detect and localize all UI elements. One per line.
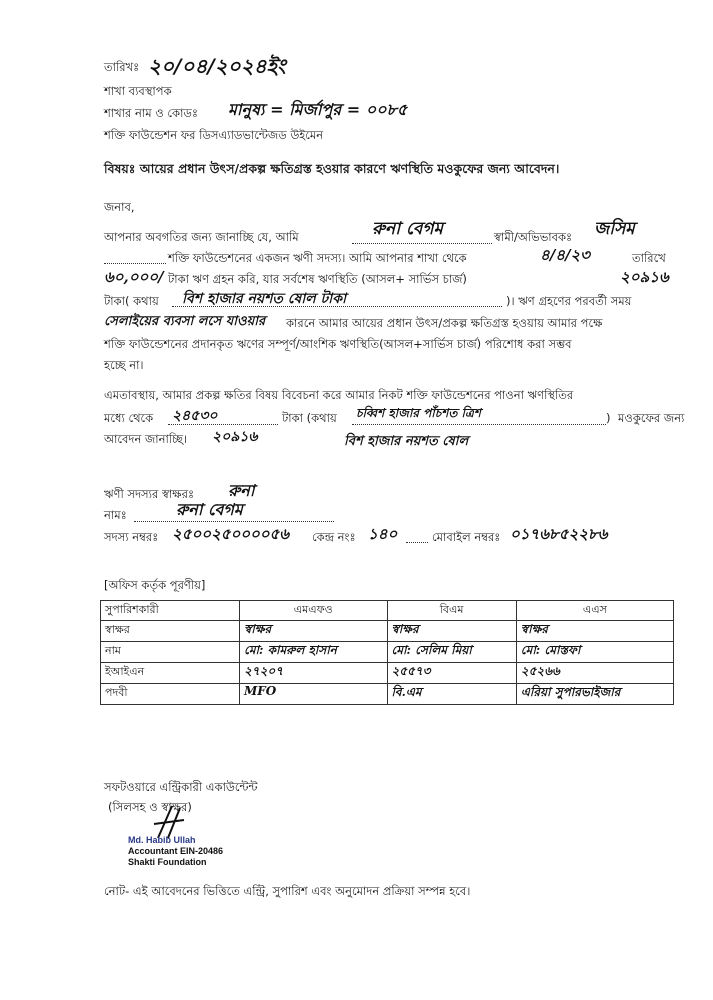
guardian-hw: জসিম [594, 219, 635, 239]
loan-amount-hw: ৬০,০০০/ [104, 268, 164, 286]
signature-cell [387, 621, 516, 642]
para2-text-6: আবেদন জানাচ্ছি। [104, 432, 188, 446]
signature-cell [240, 621, 388, 642]
col-header-bm: বিএম [387, 601, 516, 621]
mfo-designation: MFO [244, 684, 277, 698]
office-heading: [অফিস কর্তৃক পূরণীয়] [104, 578, 206, 592]
fill-line [104, 263, 166, 264]
para1-text-8: কারনে আমার আয়ের প্রধান উৎস/প্রকল্প ক্ষতিগ্রস্ত হওয়ায় আমার পক্ষে [286, 316, 603, 330]
addressee-branch-manager: শাখা ব্যবস্থাপক [104, 84, 172, 98]
as-signature: স্বাক্ষর [520, 622, 548, 636]
table-cell [516, 642, 673, 663]
mfo-signature: স্বাক্ষর [244, 622, 272, 636]
bm-designation: বি.এম [391, 685, 422, 699]
member-no-label: সদস্য নম্বরঃ [104, 530, 159, 544]
member-signature-label: ঋণী সদস্যর স্বাক্ষরঃ [104, 487, 195, 501]
member-name-hw: রুনা বেগম [176, 500, 243, 519]
as-name: মো: মোস্তফা [520, 643, 581, 657]
stamp-designation: Accountant EIN-20486 [128, 846, 224, 856]
branch-value: মানুষ্য = মির্জাপুর = ০০৮৫ [228, 100, 408, 119]
signature-cell [516, 621, 673, 642]
table-cell [240, 684, 388, 705]
para1-text-3: শক্তি ফাউন্ডেশনের একজন ঋণী সদস্য। আমি আপনার শাখা থেকে [168, 251, 467, 265]
amount2-hw: ২০৯১৬ [212, 429, 258, 445]
mfo-ein: ২৭২০৭ [244, 664, 284, 678]
table-row [101, 684, 674, 705]
waive-words-hw-2: বিশ হাজার নয়শত ষোল [344, 434, 469, 449]
fill-line [352, 424, 606, 425]
waive-words-hw-1: চব্বিশ হাজার পাঁচশত ত্রিশ [356, 406, 481, 420]
loan-date-hw: ৪/৪/২৩ [540, 246, 590, 264]
table-cell [387, 663, 516, 684]
table-cell [516, 663, 673, 684]
table-row [101, 642, 674, 663]
table-cell [240, 642, 388, 663]
para1-text-9: শক্তি ফাউন্ডেশনের প্রদানকৃত ঋণের সম্পূর্ণ/আংশিক ঋণস্থিতি(আসল+সার্ভিস চার্জ) পরিশোধ করা সম্ভব [104, 337, 572, 351]
accountant-stamp [128, 835, 223, 868]
center-hw: ১৪০ [368, 525, 398, 543]
balance-words-hw: বিশ হাজার নয়শত ষোল টাকা [182, 291, 347, 307]
stamp-name: Md. Habib Ullah [128, 835, 196, 845]
table-row [101, 621, 674, 642]
accountant-title: সফটওয়ারে এন্ট্রিকারী একাউন্টেন্ট [104, 780, 258, 794]
row-label: নাম [101, 642, 240, 663]
member-name-label: নামঃ [104, 508, 127, 522]
bm-signature: স্বাক্ষর [391, 622, 419, 636]
footer-note: নোট- এই আবেদনের ভিত্তিতে এন্ট্রি, সুপারিশ এবং অনুমোদন প্রক্রিয়া সম্পন্ন হবে। [104, 884, 471, 898]
row-label: স্বাক্ষর [101, 621, 240, 642]
table-cell [387, 642, 516, 663]
col-header-as: এএস [516, 601, 673, 621]
table-row [101, 663, 674, 684]
para2-text-4: ) [606, 411, 611, 425]
mobile-label: মোবাইল নম্বরঃ [432, 530, 501, 544]
para2-text-1: এমতাবস্থায়, আমার প্রকল্প ক্ষতির বিষয় বিবেচনা করে আমার নিকট শক্তি ফাউন্ডেশনের পাওনা ঋণস্থিতির [104, 388, 574, 402]
fill-line [134, 521, 334, 522]
subject-line: বিষয়ঃ আয়ের প্রধান উৎস/প্রকল্প ক্ষতিগ্রস্ত হওয়ার কারণে ঋণস্থিতি মওকুফের জন্য আবেদন। [104, 161, 560, 176]
center-label: কেন্দ্র নংঃ [312, 530, 356, 544]
para1-text-6: টাকা( কথায় [104, 294, 159, 308]
office-table [100, 600, 674, 705]
fill-line [352, 243, 492, 244]
table-cell [516, 684, 673, 705]
member-no-hw: ২৫০০২৫০০০০৫৬ [172, 525, 289, 543]
col-header-mfo: এমএফও [240, 601, 388, 621]
bm-name: মো: সেলিম মিয়া [391, 643, 472, 657]
para2-text-2: মধ্যে থেকে [104, 411, 154, 425]
para1-text-1: আপনার অবগতির জন্য জানাচ্ছি যে, আমি [104, 230, 299, 244]
stamp-org: Shakti Foundation [128, 857, 207, 867]
row-label: পদবী [101, 684, 240, 705]
branch-label: শাখার নাম ও কোডঃ [104, 106, 199, 120]
mfo-name: মো: কামরুল হাসান [244, 643, 337, 657]
as-ein: ২৫২৬৬ [520, 664, 560, 678]
applicant-name-hw: রুনা বেগম [372, 219, 443, 239]
para1-text-5: টাকা ঋণ গ্রহন করি, যার সর্বশেষ ঋণস্থিতি (আসল+ সার্ভিস চার্জ) [168, 272, 467, 286]
para1-text-7: )। ঋণ গ্রহণের পরবর্তী সময় [506, 294, 632, 308]
row-label: ইআইএন [101, 663, 240, 684]
para2-text-5: মওকুফের জন্য [618, 411, 685, 425]
salutation: জনাব, [104, 200, 135, 214]
bm-ein: ২৫৫৭৩ [391, 664, 431, 678]
mobile-hw: ০১৭৬৮৫২২৮৬ [510, 525, 608, 543]
seal-note: (সিলসহ ও স্বাক্ষর) [108, 800, 192, 814]
para1-text-10: হচ্ছে না। [104, 358, 144, 372]
cause-hw: সেলাইয়ের ব্যবসা লসে যাওয়ার [104, 314, 266, 329]
date-label: তারিখঃ [104, 60, 140, 74]
member-signature-hw: রুনা [228, 481, 255, 500]
table-cell [387, 684, 516, 705]
table-cell [240, 663, 388, 684]
para1-text-4: তারিখে [632, 251, 666, 265]
org-name: শক্তি ফাউন্ডেশন ফর ডিসএ্যাডভান্টেজড উইমেন [104, 128, 324, 142]
para1-text-2: স্বামী/অভিভাবকঃ [494, 230, 573, 244]
col-header-recommender: সুপারিশকারী [101, 601, 240, 621]
as-designation: এরিয়া সুপারভাইজার [520, 685, 621, 699]
table-header-row [101, 601, 674, 621]
waive-amount-hw: ২৪৫৩০ [172, 408, 218, 424]
date-value: ২০/০৪/২০২৪ইং [148, 54, 286, 78]
para2-text-3: টাকা (কথায় [282, 411, 337, 425]
balance-hw: ২০৯১৬ [620, 268, 669, 286]
fill-line [406, 542, 428, 543]
fill-line [172, 306, 502, 307]
